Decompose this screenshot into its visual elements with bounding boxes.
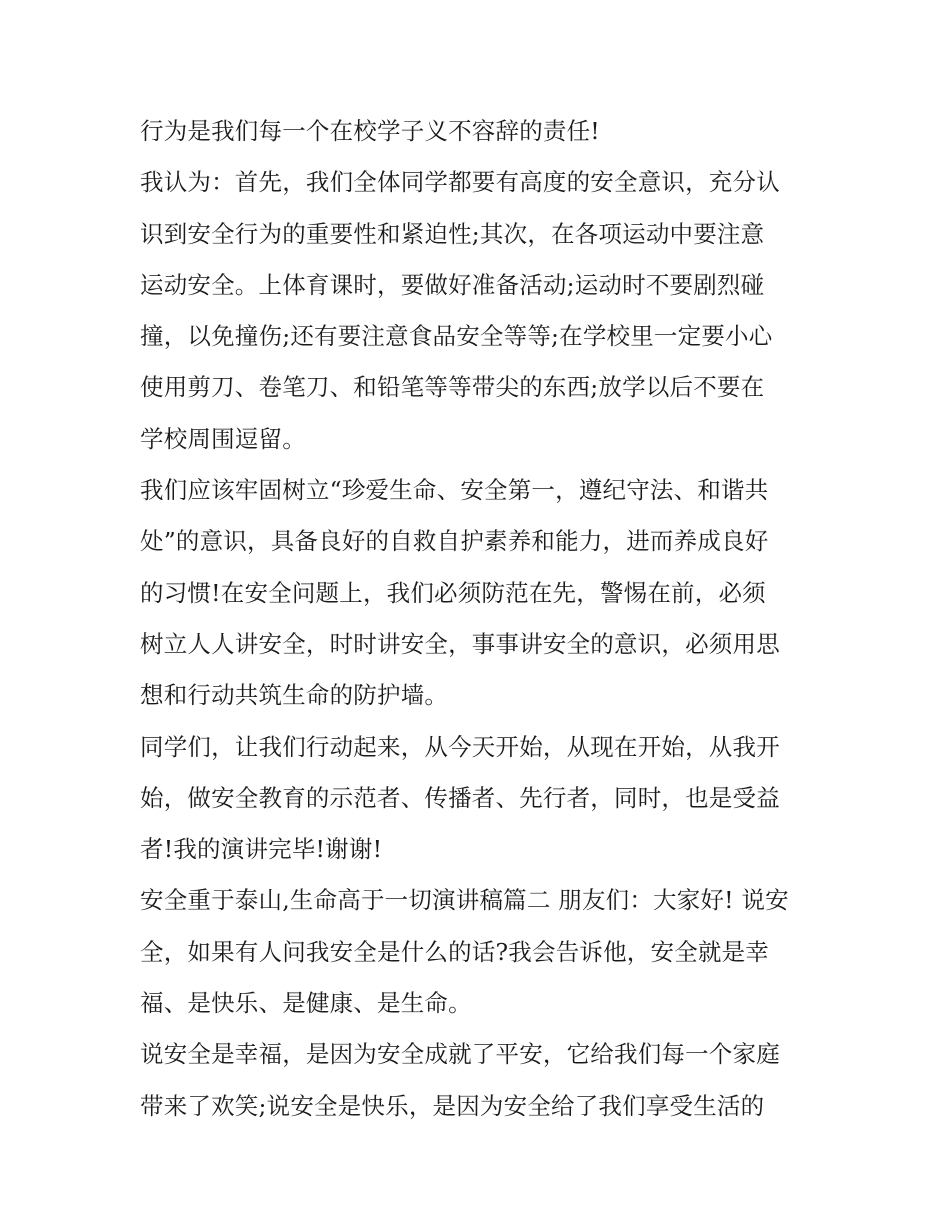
text-line: 的习惯!在安全问题上，我们必须防范在先，警惕在前，必须 <box>140 578 766 607</box>
text-line: 我认为：首先，我们全体同学都要有高度的安全意识，充分认 <box>140 168 780 197</box>
text-line: 识到安全行为的重要性和紧迫性;其次，在各项运动中要注意 <box>140 219 765 248</box>
text-line: 使用剪刀、卷笔刀、和铅笔等等带尖的东西;放学以后不要在 <box>140 373 765 402</box>
text-line: 带来了欢笑;说安全是快乐，是因为安全给了我们享受生活的 <box>140 1091 765 1120</box>
text-line: 行为是我们每一个在校学子义不容辞的责任! <box>140 117 600 145</box>
text-line: 全，如果有人问我安全是什么的话?我会告诉他，安全就是幸 <box>140 937 769 966</box>
text-line: 撞，以免撞伤;还有要注意食品安全等等;在学校里一定要小心 <box>140 322 773 351</box>
document-body <box>140 106 820 1132</box>
text-line: 安全重于泰山,生命高于一切演讲稿篇二 朋友们：大家好! 说安 <box>140 886 789 915</box>
text-line: 我们应该牢固树立“珍爱生命、安全第一，遵纪守法、和谐共 <box>140 476 769 505</box>
text-line: 福、是快乐、是健康、是生命。 <box>140 989 472 1018</box>
text-line: 处”的意识，具备良好的自救自护素养和能力，进而养成良好 <box>140 527 769 556</box>
text-line: 运动安全。上体育课时，要做好准备活动;运动时不要剧烈碰 <box>140 270 765 299</box>
text-line: 树立人人讲安全，时时讲安全，事事讲安全的意识，必须用思 <box>140 629 780 658</box>
text-line: 想和行动共筑生命的防护墙。 <box>140 681 449 710</box>
text-line: 始，做安全教育的示范者、传播者、先行者，同时，也是受益 <box>140 783 780 812</box>
text-line: 说安全是幸福，是因为安全成就了平安，它给我们每一个家庭 <box>140 1040 780 1069</box>
text-line: 者!我的演讲完毕!谢谢! <box>140 835 383 864</box>
text-line: 学校周围逗留。 <box>140 424 306 453</box>
text-line: 同学们，让我们行动起来，从今天开始，从现在开始，从我开 <box>140 732 780 761</box>
